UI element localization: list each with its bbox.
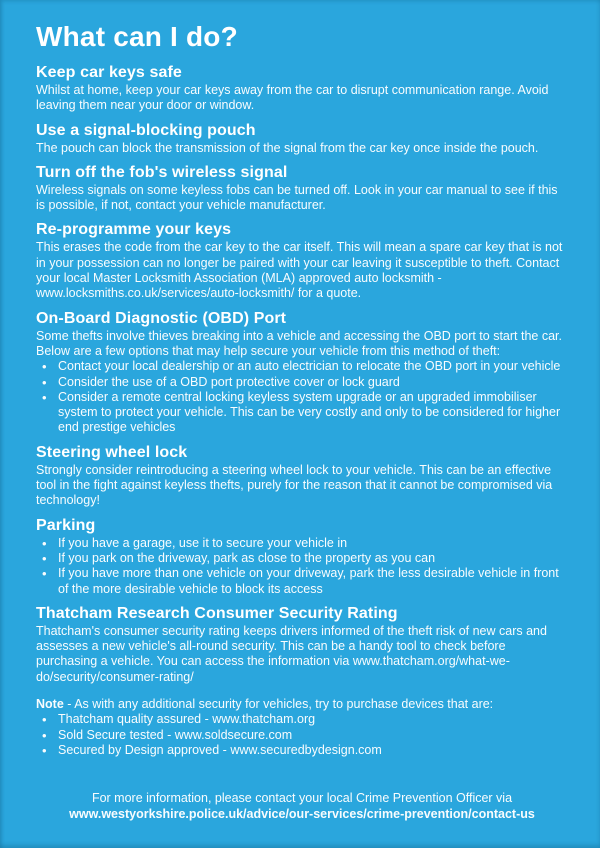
bullet-item: • If you park on the driveway, park as close to the property as you can [36, 551, 568, 566]
section-heading: Turn off the fob's wireless signal [36, 163, 288, 181]
bullet-list [36, 536, 568, 597]
footer-url: www.westyorkshire.police.uk/advice/our-services/crime-prevention/contact-us [69, 807, 535, 821]
section-heading: Parking [36, 516, 96, 534]
footer [36, 790, 568, 848]
footer-contact-text: For more information, please contact your local Crime Prevention Officer via [91, 791, 513, 805]
bullet-item: • If you have more than one vehicle on your driveway, park the less desirable vehicle in front of the more desirable vehicle to block its access [36, 566, 568, 597]
bullet-list [36, 359, 568, 435]
bullet-item: • Consider the use of a OBD port protective cover or lock guard [36, 375, 568, 390]
note-label: Note [36, 697, 64, 712]
section-heading: Re-programme your keys [36, 221, 232, 239]
bullet-item: • Consider a remote central locking keyless system upgrade or an upgraded immobiliser system to protect your vehicle. This can be very costly and only to be considered for higher end prestige vehicles [36, 390, 568, 436]
note-text: - As with any additional security for vehicles, try to purchase devices that are: [63, 697, 494, 712]
section-heading: On-Board Diagnostic (OBD) Port [36, 309, 287, 327]
bullet-item: • Sold Secure tested - www.soldsecure.com [36, 728, 568, 743]
section-reprogramme-keys [36, 213, 568, 301]
section-heading: Thatcham Research Consumer Security Rating [36, 604, 398, 622]
note-line [36, 697, 568, 712]
note-block [36, 697, 568, 758]
section-body: Thatcham's consumer security rating keeps drivers informed of the theft risk of new cars and assesses a new vehicle's all-round security. This can be a handy tool to check before purchasing a vehicle. You can access the information via www.thatcham.org/what-we-do/security/consumer-rating/ [36, 623, 547, 684]
section-obd-port [36, 302, 568, 436]
section-body: Whilst at home, keep your car keys away from the car to disrupt communication range. Avoid leaving them near your door or window. [36, 83, 549, 113]
bullet-item: • If you have a garage, use it to secure your vehicle in [36, 536, 568, 551]
section-signal-blocking-pouch [36, 114, 568, 156]
section-heading: Keep car keys safe [36, 64, 182, 81]
section-heading: Use a signal-blocking pouch [36, 121, 256, 139]
section-heading: Steering wheel lock [36, 443, 188, 461]
section-steering-wheel-lock [36, 436, 568, 509]
bullet-list [36, 712, 568, 758]
bullet-item: • Secured by Design approved - www.securedbydesign.com [36, 743, 568, 758]
bullet-item: • Contact your local dealership or an auto electrician to relocate the OBD port in your vehicle [36, 359, 568, 374]
section-keep-car-keys-safe [36, 56, 568, 114]
section-thatcham-rating [36, 597, 568, 685]
section-body: Strongly consider reintroducing a steering wheel lock to your vehicle. This can be an effective tool in the fight against keyless thefts, purely for the reason that it cannot be compromised via technology! [36, 462, 553, 508]
section-body: Wireless signals on some keyless fobs can be turned off. Look in your car manual to see if this is possible, if not, contact your vehicle manufacturer. [36, 182, 558, 213]
page-title: What can I do? [36, 21, 238, 52]
section-fob-wireless-signal [36, 156, 568, 214]
section-body: The pouch can block the transmission of the signal from the car key once inside the pouch. [36, 140, 539, 155]
section-body: This erases the code from the car key to the car itself. This will mean a spare car key that is not in your possession can no longer be paired with your car leaving it susceptible to theft. Contact your local Master Locksmith Association (MLA) approved auto locksmith - www.locksmiths.co.uk/services/auto-locksmith/ for a quote. [36, 240, 563, 301]
section-parking [36, 509, 568, 597]
bullet-item: • Thatcham quality assured - www.thatcham.org [36, 712, 568, 727]
section-body: Some thefts involve thieves breaking into a vehicle and accessing the OBD port to start the car. Below are a few options that may help secure your vehicle from this method of theft: [36, 328, 562, 358]
